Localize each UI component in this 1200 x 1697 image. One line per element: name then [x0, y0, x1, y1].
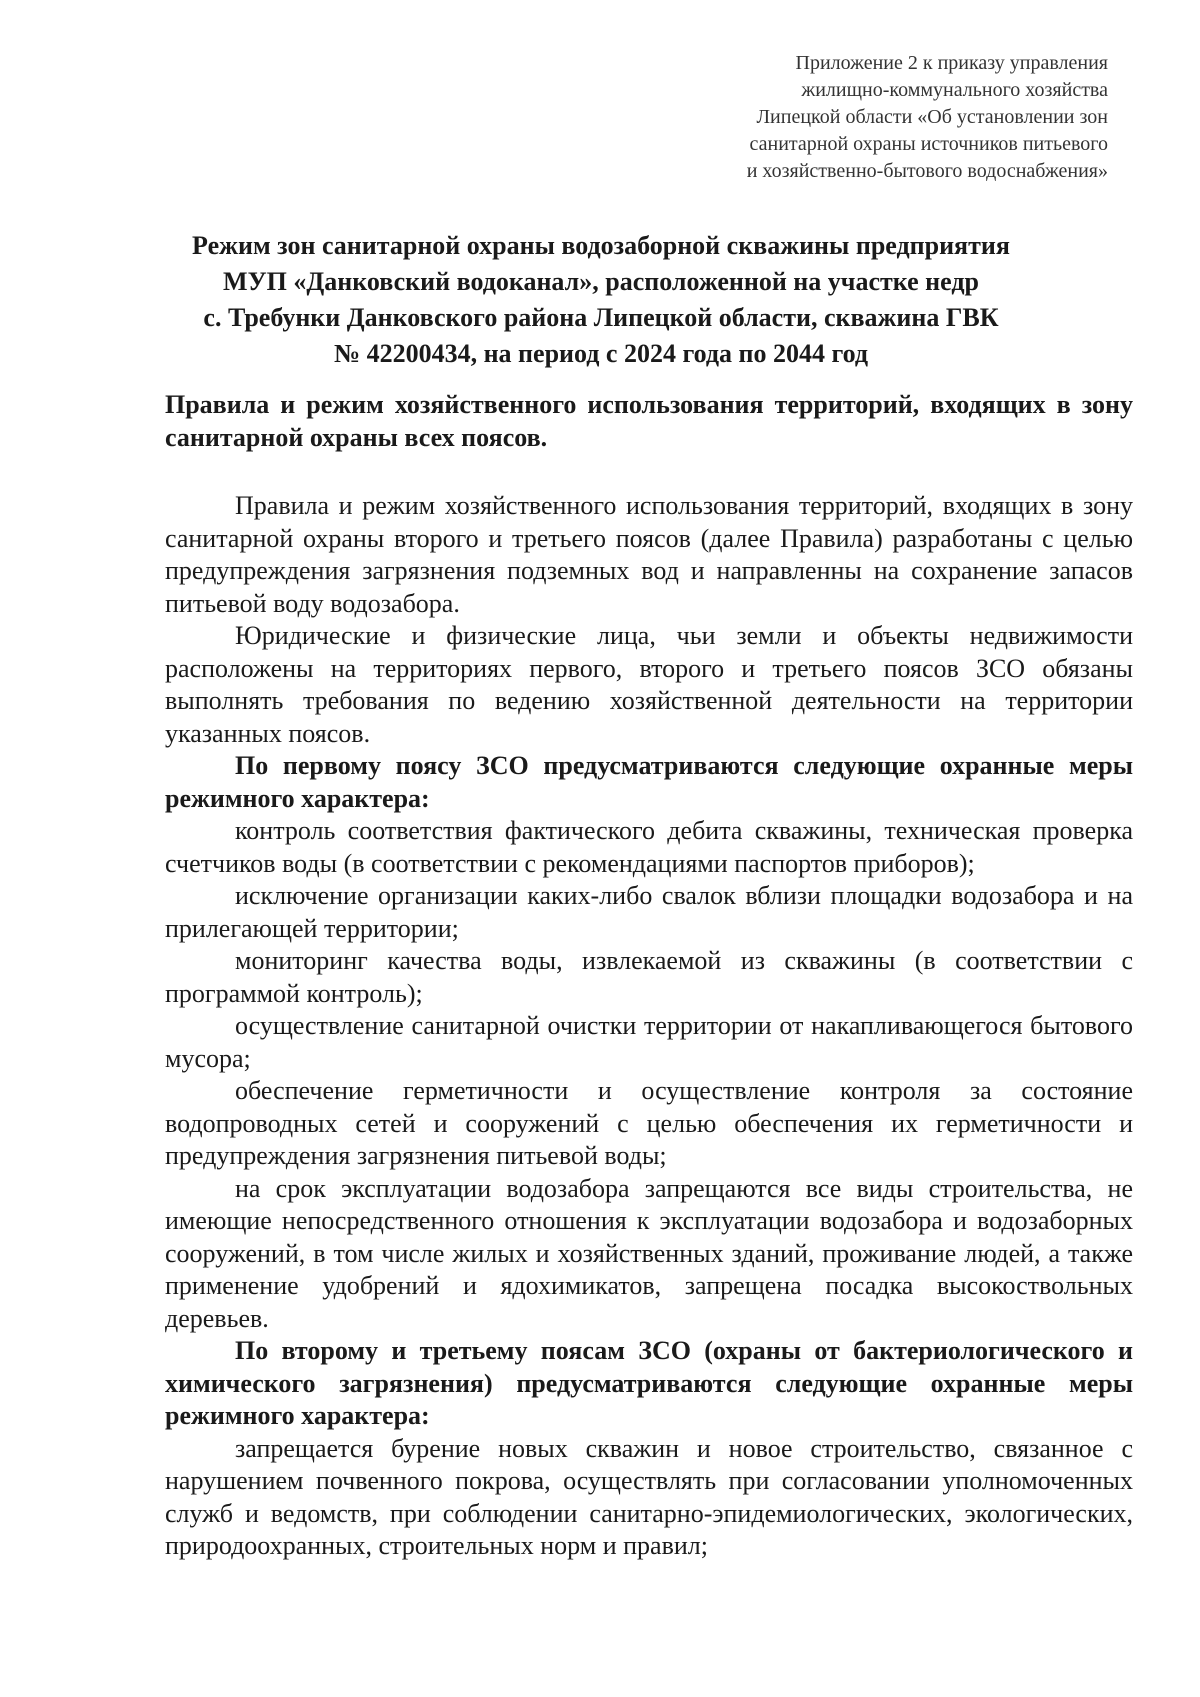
paragraph: Правила и режим хозяйственного использования территорий, входящих в зону санитарной охраны второго и третьего поясов (далее Правила) разработаны с целью предупреждения загрязнения подземных вод и направленны на сохранение запасов питьевой воду водозабора. [165, 491, 1133, 618]
annex-line: жилищно-коммунального хозяйства [801, 79, 1108, 101]
annex-line: санитарной охраны источников питьевого [749, 133, 1108, 155]
first-belt-item: исключение организации каких-либо свалок вблизи площадки водозабора и на прилегающей территории; [165, 881, 1133, 943]
annex-line: и хозяйственно-бытового водоснабжения» [746, 160, 1108, 182]
title-line: Режим зон санитарной охраны водозаборной скважины предприятия [192, 231, 1010, 260]
first-belt-item: на срок эксплуатации водозабора запрещаются все виды строительства, не имеющие непосредственного отношения к эксплуатации водозабора и водозаборных сооружений, в том числе жилых и хозяйственных зданий, проживание людей, а также применение удобрений и ядохимикатов, запрещена посадка высокоствольных деревьев. [165, 1173, 1133, 1333]
paragraph: Юридические и физические лица, чьи земли и объекты недвижимости расположены на территориях первого, второго и третьего поясов ЗСО обязаны выполнять требования по ведению хозяйственной деятельности на территории указанных поясов. [165, 621, 1133, 748]
first-belt-heading: По первому поясу ЗСО предусматриваются следующие охранные меры режимного характера: [165, 751, 1133, 813]
first-belt-item: контроль соответствия фактического дебита скважины, техническая проверка счетчиков воды (в соответствии с рекомендациями паспортов приборов); [165, 816, 1133, 878]
document-body [165, 490, 1133, 1563]
first-belt-item: осуществление санитарной очистки территории от накапливающегося бытового мусора; [165, 1011, 1133, 1073]
annex-line: Липецкой области «Об установлении зон [756, 106, 1108, 128]
document-title [150, 228, 1052, 372]
annex-line: Приложение 2 к приказу управления [795, 52, 1108, 74]
second-third-belt-item: запрещается бурение новых скважин и новое строительство, связанное с нарушением почвенного покрова, осуществлять при согласовании уполномоченных служб и ведомств, при соблюдении санитарно-эпидемиологических, экологических, природоохранных, строительных норм и правил; [165, 1433, 1133, 1560]
title-line: № 42200434, на период с 2024 года по 2044 год [333, 339, 869, 368]
title-line: МУП «Данковский водоканал», расположенной на участке недр [223, 267, 979, 296]
second-third-belt-heading: По второму и третьему поясам ЗСО (охраны от бактериологического и химического загрязнения) предусматриваются следующие охранные меры режимного характера: [165, 1336, 1133, 1430]
first-belt-item: обеспечение герметичности и осуществление контроля за состояние водопроводных сетей и сооружений с целью обеспечения их герметичности и предупреждения загрязнения питьевой воды; [165, 1076, 1133, 1170]
title-line: с. Требунки Данковского района Липецкой области, скважина ГВК [203, 303, 999, 332]
section-heading: Правила и режим хозяйственного использования территорий, входящих в зону санитарной охраны всех поясов. [165, 390, 1133, 452]
first-belt-item: мониторинг качества воды, извлекаемой из скважины (в соответствии с программой контроль); [165, 946, 1133, 1008]
annex-reference [588, 50, 1108, 185]
